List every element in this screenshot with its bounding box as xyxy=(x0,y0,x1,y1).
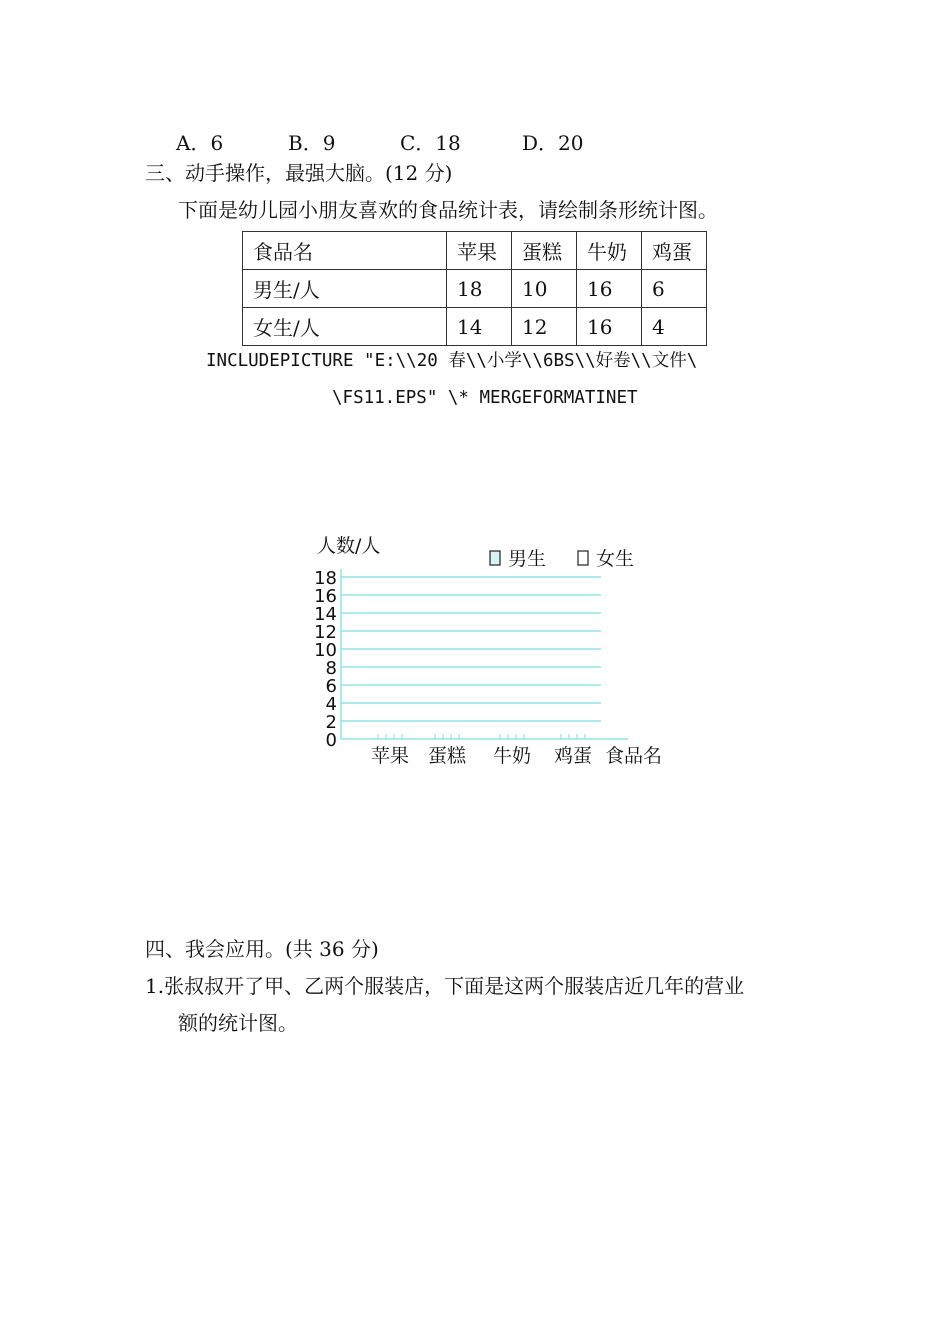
table-cell: 16 xyxy=(577,308,642,346)
table-cell: 18 xyxy=(447,270,512,308)
table-cell: 16 xyxy=(577,270,642,308)
table-cell: 男生/人 xyxy=(243,270,447,308)
x-category-label: 苹果 xyxy=(370,745,410,767)
table-header-cell: 蛋糕 xyxy=(512,232,577,270)
option-b: B．9 xyxy=(288,131,336,155)
table-cell: 女生/人 xyxy=(243,308,447,346)
table-cell: 4 xyxy=(642,308,707,346)
chart-y-ticks xyxy=(314,568,337,751)
question1-line2: 额的统计图。 xyxy=(178,1011,298,1035)
food-bar-chart xyxy=(300,520,680,770)
y-tick-label: 12 xyxy=(314,622,337,643)
y-tick-label: 14 xyxy=(314,604,337,625)
option-a: A．6 xyxy=(176,131,224,155)
x-category-label: 鸡蛋 xyxy=(553,745,593,767)
food-stats-table xyxy=(242,231,707,346)
section4-heading: 四、我会应用。(共 36 分) xyxy=(145,937,379,961)
y-tick-label: 0 xyxy=(325,730,337,751)
table-header-row xyxy=(243,232,707,270)
table-header-cell: 食品名 xyxy=(243,232,447,270)
table-header-cell: 鸡蛋 xyxy=(642,232,707,270)
legend-swatch xyxy=(490,551,500,565)
table-header-cell: 牛奶 xyxy=(577,232,642,270)
include-field-line1: INCLUDEPICTURE "E:\\20 春\\小学\\6BS\\好卷\\文件\ xyxy=(206,351,698,371)
section3-heading: 三、动手操作，最强大脑。(12 分) xyxy=(145,161,453,185)
table-cell: 10 xyxy=(512,270,577,308)
table-cell: 12 xyxy=(512,308,577,346)
question1-line1: 1.张叔叔开了甲、乙两个服装店，下面是这两个服装店近几年的营业 xyxy=(145,974,745,998)
legend-swatch xyxy=(578,551,588,565)
x-category-label: 牛奶 xyxy=(492,745,532,767)
chart-x-axis-label: 食品名 xyxy=(605,745,663,767)
include-field-line2: \FS11.EPS" \* MERGEFORMATINET xyxy=(332,388,638,408)
chart-legend xyxy=(490,548,634,570)
chart-grid xyxy=(341,569,628,739)
y-tick-label: 18 xyxy=(314,568,337,589)
y-tick-label: 10 xyxy=(314,640,337,661)
chart-y-axis-label: 人数/人 xyxy=(317,535,381,557)
y-tick-label: 4 xyxy=(325,694,337,715)
option-c: C．18 xyxy=(400,131,461,155)
legend-label: 男生 xyxy=(508,548,547,570)
y-tick-label: 16 xyxy=(314,586,337,607)
table-cell: 6 xyxy=(642,270,707,308)
table-row xyxy=(243,270,707,308)
y-tick-label: 2 xyxy=(325,712,337,733)
x-category-label: 蛋糕 xyxy=(427,745,467,767)
y-tick-label: 6 xyxy=(325,676,337,697)
table-header-cell: 苹果 xyxy=(447,232,512,270)
legend-label: 女生 xyxy=(596,548,635,570)
y-tick-label: 8 xyxy=(325,658,337,679)
section3-instruction: 下面是幼儿园小朋友喜欢的食品统计表，请绘制条形统计图。 xyxy=(178,198,718,222)
table-row xyxy=(243,308,707,346)
option-d: D．20 xyxy=(522,131,584,155)
table-cell: 14 xyxy=(447,308,512,346)
